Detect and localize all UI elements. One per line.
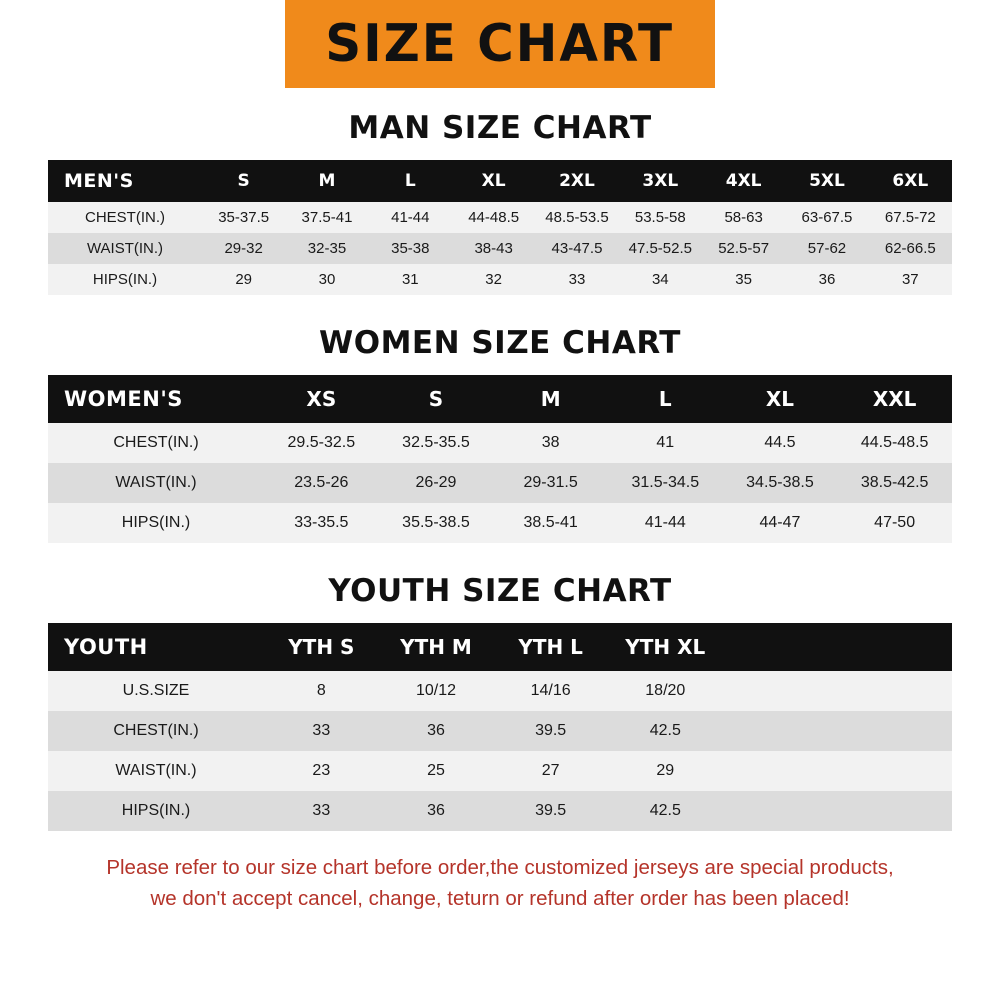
men-size-table [48,160,952,295]
men-r2c4: 33 [568,271,586,288]
men-row-0-label: CHEST(IN.) [85,209,165,226]
men-r0c4: 48.5-53.5 [545,209,609,226]
men-col-0: S [237,171,250,191]
table-row [48,791,952,831]
youth-r1c2: 39.5 [535,722,567,739]
youth-r0c4 [723,671,838,711]
table-row [48,233,952,264]
men-r1c8: 62-66.5 [884,240,936,257]
youth-r2c1: 25 [427,762,445,779]
youth-r1c3: 42.5 [649,722,681,739]
women-row-1-label: WAIST(IN.) [115,474,197,491]
men-r1c5: 47.5-52.5 [628,240,692,257]
youth-r0c3: 18/20 [645,682,686,699]
men-col-3: XL [481,171,506,191]
youth-r2c2: 27 [541,762,560,779]
youth-r0c5 [837,671,952,711]
table-row [48,671,952,711]
women-r0c2: 38 [541,434,560,451]
youth-r1c4 [723,711,838,751]
men-row-2-label: HIPS(IN.) [92,271,158,288]
youth-r0c2: 14/16 [530,682,571,699]
youth-r3c0: 33 [312,802,331,819]
women-r1c5: 38.5-42.5 [860,474,929,491]
youth-table-wrap [48,623,952,831]
men-r1c7: 57-62 [807,240,847,257]
table-row [48,503,952,543]
men-col-5: 3XL [642,171,679,191]
men-r1c1: 32-35 [307,240,347,257]
women-r0c0: 29.5-32.5 [287,434,356,451]
table-row [48,202,952,233]
women-r1c0: 23.5-26 [294,474,349,491]
section-title-youth: YOUTH SIZE CHART [328,573,672,609]
women-r0c5: 44.5-48.5 [860,434,929,451]
youth-r3c5 [837,791,952,831]
men-col-6: 4XL [725,171,762,191]
men-table-wrap [48,160,952,295]
men-r0c5: 53.5-58 [634,209,686,226]
header-banner [0,0,1000,88]
women-row-2-label: HIPS(IN.) [121,514,191,531]
youth-r2c5 [837,751,952,791]
men-r1c4: 43-47.5 [551,240,603,257]
youth-r1c5 [837,711,952,751]
men-r2c1: 30 [318,271,336,288]
section-title-women: WOMEN SIZE CHART [319,325,681,361]
women-row-0-label: CHEST(IN.) [113,434,199,451]
men-r0c6: 58-63 [724,209,763,226]
men-r0c2: 41-44 [391,209,430,226]
youth-r0c1: 10/12 [415,682,456,699]
footer-note-line-2: we don't accept cancel, change, teturn or refund after order has been placed! [150,886,850,910]
youth-r2c0: 23 [312,762,331,779]
women-size-table [48,375,952,543]
table-row [48,264,952,295]
men-corner-label: MEN'S [64,170,134,192]
men-r2c2: 31 [401,271,419,288]
youth-r3c3: 42.5 [649,802,681,819]
women-r1c2: 29-31.5 [523,474,578,491]
youth-r0c0: 8 [316,682,326,699]
youth-row-1-label: CHEST(IN.) [113,722,199,739]
youth-col-3: YTH XL [625,635,706,659]
youth-row-0-label: U.S.SIZE [122,682,190,699]
women-col-2: M [540,387,561,411]
women-table-header-row [48,375,952,423]
women-corner-label: WOMEN'S [64,387,183,411]
section-title-men: MAN SIZE CHART [348,110,652,146]
youth-corner-label: YOUTH [64,635,148,659]
women-r1c1: 26-29 [415,474,457,491]
men-col-7: 5XL [809,171,845,191]
women-r2c1: 35.5-38.5 [402,514,470,531]
youth-r3c4 [723,791,838,831]
men-r1c2: 35-38 [391,240,430,257]
youth-r2c4 [723,751,838,791]
women-col-3: L [658,387,672,411]
men-row-1-label: WAIST(IN.) [86,240,164,257]
men-r2c3: 32 [485,271,502,288]
table-row [48,711,952,751]
men-r1c3: 38-43 [474,240,513,257]
women-r0c4: 44.5 [764,434,796,451]
youth-row-2-label: WAIST(IN.) [115,762,197,779]
women-r1c4: 34.5-38.5 [746,474,814,491]
youth-col-0: YTH S [288,635,355,659]
men-col-8: 6XL [892,171,929,191]
men-r0c1: 37.5-41 [301,209,353,226]
men-r2c7: 36 [818,271,836,288]
women-table-wrap [48,375,952,543]
men-r0c3: 44-48.5 [468,209,520,226]
men-col-4: 2XL [559,171,595,191]
youth-size-table [48,623,952,831]
youth-row-3-label: HIPS(IN.) [121,802,191,819]
men-r0c0: 35-37.5 [218,209,270,226]
men-r0c7: 63-67.5 [801,209,853,226]
women-r1c3: 31.5-34.5 [631,474,700,491]
women-col-5: XXL [872,387,917,411]
youth-col-4 [723,623,838,671]
women-col-0: XS [306,387,337,411]
women-r2c2: 38.5-41 [523,514,578,531]
men-r1c6: 52.5-57 [718,240,770,257]
table-row [48,463,952,503]
footer-note-line-1: Please refer to our size chart before order,the customized jerseys are special products, [106,856,894,879]
youth-r3c2: 39.5 [535,802,567,819]
men-col-2: L [404,171,416,191]
women-r2c5: 47-50 [874,514,916,531]
men-col-1: M [318,171,336,191]
footer-note [25,853,975,915]
men-r2c5: 34 [651,271,669,288]
women-r2c0: 33-35.5 [294,514,349,531]
youth-r3c1: 36 [427,802,445,819]
women-r2c4: 44-47 [759,514,801,531]
men-r1c0: 29-32 [224,240,263,257]
women-r0c1: 32.5-35.5 [402,434,470,451]
men-r2c6: 35 [735,271,752,288]
page-title: SIZE CHART [325,14,675,74]
table-row [48,751,952,791]
men-table-header-row [48,160,952,202]
men-r2c8: 37 [901,271,919,288]
women-col-1: S [428,387,444,411]
youth-col-1: YTH M [400,635,472,659]
youth-r1c0: 33 [312,722,331,739]
men-r0c8: 67.5-72 [884,209,936,226]
men-r2c0: 29 [235,271,252,288]
women-r2c3: 41-44 [644,514,686,531]
women-r0c3: 41 [656,434,675,451]
youth-col-5 [837,623,952,671]
women-col-4: XL [765,387,795,411]
youth-col-2: YTH L [518,635,583,659]
youth-r1c1: 36 [427,722,445,739]
youth-r2c3: 29 [656,762,675,779]
youth-table-header-row [48,623,952,671]
table-row [48,423,952,463]
